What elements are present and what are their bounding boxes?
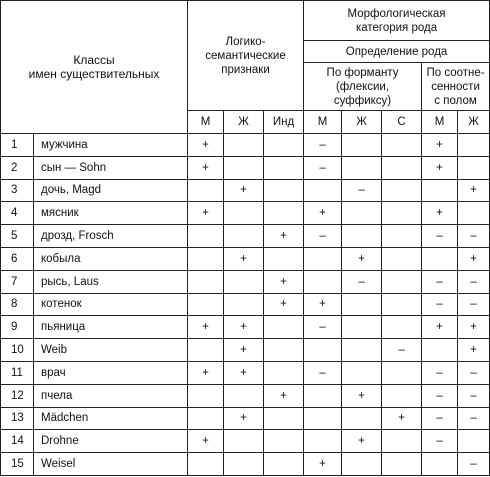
feature-mark: + — [264, 384, 304, 407]
table-row — [1, 361, 490, 384]
table-row — [1, 179, 490, 202]
header-noun-classes-label: Классы имен существительных — [28, 53, 160, 81]
feature-mark: – — [382, 339, 422, 362]
feature-mark: – — [422, 361, 458, 384]
feature-mark: + — [224, 316, 264, 339]
feature-mark — [342, 316, 382, 339]
feature-mark — [188, 293, 224, 316]
row-number: 9 — [1, 316, 34, 339]
feature-mark: – — [304, 361, 342, 384]
header-by-formant — [304, 63, 422, 111]
feature-mark: + — [224, 361, 264, 384]
feature-mark — [382, 453, 422, 476]
noun-word: рысь, Laus — [34, 270, 188, 293]
feature-mark — [188, 384, 224, 407]
feature-mark — [264, 156, 304, 179]
feature-mark: – — [422, 225, 458, 248]
feature-mark — [422, 453, 458, 476]
header-gender-definition — [304, 41, 490, 63]
feature-mark — [382, 430, 422, 453]
feature-mark — [342, 134, 382, 157]
feature-mark — [304, 384, 342, 407]
feature-mark — [224, 453, 264, 476]
feature-mark — [188, 225, 224, 248]
feature-mark — [382, 247, 422, 270]
feature-mark — [304, 430, 342, 453]
subheader-logico-ind: Инд — [264, 111, 304, 134]
feature-mark: + — [304, 202, 342, 225]
feature-mark: + — [224, 339, 264, 362]
row-number: 14 — [1, 430, 34, 453]
row-number: 8 — [1, 293, 34, 316]
feature-mark — [188, 179, 224, 202]
feature-mark: – — [458, 384, 490, 407]
feature-mark: – — [422, 270, 458, 293]
noun-word: сын — Sohn — [34, 156, 188, 179]
feature-mark: + — [188, 156, 224, 179]
feature-mark — [382, 134, 422, 157]
row-number: 6 — [1, 247, 34, 270]
row-number: 15 — [1, 453, 34, 476]
feature-mark — [224, 225, 264, 248]
table-row — [1, 407, 490, 430]
feature-mark: – — [342, 179, 382, 202]
feature-mark: + — [458, 316, 490, 339]
subheader-logico-m: М — [188, 111, 224, 134]
header-morphological-gender-label: Морфологическая категория рода — [347, 7, 446, 34]
feature-mark — [342, 156, 382, 179]
feature-mark — [304, 247, 342, 270]
feature-mark — [342, 293, 382, 316]
feature-mark: + — [458, 247, 490, 270]
feature-mark: + — [188, 134, 224, 157]
feature-mark — [342, 407, 382, 430]
feature-mark: + — [188, 430, 224, 453]
table-row — [1, 247, 490, 270]
feature-mark: + — [224, 179, 264, 202]
table-row — [1, 270, 490, 293]
feature-mark: + — [224, 247, 264, 270]
feature-mark — [188, 339, 224, 362]
feature-mark — [224, 430, 264, 453]
feature-mark — [342, 453, 382, 476]
noun-word: Drohne — [34, 430, 188, 453]
subheader-logico-zh: Ж — [224, 111, 264, 134]
row-number: 7 — [1, 270, 34, 293]
feature-mark: + — [422, 202, 458, 225]
feature-mark: + — [342, 247, 382, 270]
noun-word: Weisel — [34, 453, 188, 476]
feature-mark: + — [264, 225, 304, 248]
feature-mark — [224, 293, 264, 316]
row-number: 12 — [1, 384, 34, 407]
feature-mark — [304, 179, 342, 202]
header-by-sex-label: По соотне- сенности с полом — [426, 66, 485, 107]
feature-mark — [224, 156, 264, 179]
row-number: 1 — [1, 134, 34, 157]
feature-mark — [422, 179, 458, 202]
table-row — [1, 339, 490, 362]
feature-mark — [382, 202, 422, 225]
table-row — [1, 156, 490, 179]
feature-mark: – — [458, 225, 490, 248]
table-row — [1, 293, 490, 316]
feature-mark: – — [422, 384, 458, 407]
feature-mark: – — [342, 270, 382, 293]
row-number: 4 — [1, 202, 34, 225]
feature-mark: – — [458, 270, 490, 293]
noun-word: Mädchen — [34, 407, 188, 430]
feature-mark — [342, 339, 382, 362]
feature-mark — [382, 361, 422, 384]
subheader-formant-m: М — [304, 111, 342, 134]
row-number: 11 — [1, 361, 34, 384]
feature-mark — [264, 316, 304, 339]
feature-mark: – — [458, 293, 490, 316]
noun-word: Weib — [34, 339, 188, 362]
feature-mark — [264, 361, 304, 384]
feature-mark: – — [304, 134, 342, 157]
feature-mark — [264, 453, 304, 476]
feature-mark — [382, 384, 422, 407]
feature-mark — [422, 247, 458, 270]
feature-mark: – — [304, 156, 342, 179]
feature-mark — [264, 407, 304, 430]
table-row — [1, 225, 490, 248]
feature-mark — [224, 384, 264, 407]
feature-mark — [382, 270, 422, 293]
row-number: 13 — [1, 407, 34, 430]
feature-mark: + — [422, 156, 458, 179]
subheader-formant-s: С — [382, 111, 422, 134]
feature-mark: + — [304, 453, 342, 476]
feature-mark: + — [188, 202, 224, 225]
header-noun-classes — [1, 1, 188, 134]
feature-mark: – — [304, 225, 342, 248]
feature-mark: + — [224, 407, 264, 430]
feature-mark: + — [264, 270, 304, 293]
feature-mark: – — [422, 293, 458, 316]
table-row — [1, 453, 490, 476]
feature-mark — [458, 430, 490, 453]
feature-mark: + — [458, 179, 490, 202]
feature-mark — [382, 156, 422, 179]
table-row — [1, 134, 490, 157]
feature-mark — [382, 179, 422, 202]
feature-mark — [264, 202, 304, 225]
noun-word: дрозд, Frosch — [34, 225, 188, 248]
feature-mark — [224, 134, 264, 157]
feature-mark — [342, 225, 382, 248]
table-row — [1, 430, 490, 453]
feature-mark: + — [342, 384, 382, 407]
feature-mark — [382, 225, 422, 248]
feature-mark: – — [458, 361, 490, 384]
table-row — [1, 316, 490, 339]
feature-mark: – — [304, 316, 342, 339]
feature-mark: – — [422, 407, 458, 430]
feature-mark — [458, 156, 490, 179]
header-logico-semantic — [188, 1, 304, 111]
feature-mark — [304, 270, 342, 293]
feature-mark — [264, 179, 304, 202]
feature-mark: – — [422, 430, 458, 453]
feature-mark: + — [422, 134, 458, 157]
feature-mark — [224, 270, 264, 293]
feature-mark — [188, 247, 224, 270]
feature-mark: + — [188, 316, 224, 339]
feature-mark: + — [342, 430, 382, 453]
feature-mark — [264, 134, 304, 157]
feature-mark: + — [382, 407, 422, 430]
feature-mark: + — [264, 293, 304, 316]
row-number: 5 — [1, 225, 34, 248]
noun-word: врач — [34, 361, 188, 384]
feature-mark — [264, 339, 304, 362]
header-by-formant-label: По форманту (флексии, суффиксу) — [326, 66, 399, 107]
feature-mark: + — [188, 361, 224, 384]
row-number: 3 — [1, 179, 34, 202]
feature-mark — [188, 453, 224, 476]
feature-mark: – — [458, 407, 490, 430]
noun-word: мужчина — [34, 134, 188, 157]
table-row — [1, 384, 490, 407]
feature-mark: + — [304, 293, 342, 316]
feature-mark — [422, 339, 458, 362]
feature-mark — [264, 247, 304, 270]
noun-word: кобыла — [34, 247, 188, 270]
table-body — [1, 134, 490, 476]
table-row — [1, 202, 490, 225]
header-morphological-gender — [304, 1, 490, 41]
header-gender-definition-label: Определение рода — [345, 45, 448, 58]
noun-word: котенок — [34, 293, 188, 316]
feature-mark — [458, 202, 490, 225]
noun-word: дочь, Magd — [34, 179, 188, 202]
noun-word: пьяница — [34, 316, 188, 339]
subheader-formant-zh: Ж — [342, 111, 382, 134]
feature-mark — [342, 361, 382, 384]
subheader-sex-zh: Ж — [458, 111, 490, 134]
feature-mark — [304, 339, 342, 362]
feature-mark: + — [422, 316, 458, 339]
row-number: 10 — [1, 339, 34, 362]
row-number: 2 — [1, 156, 34, 179]
feature-mark — [304, 407, 342, 430]
subheader-sex-m: М — [422, 111, 458, 134]
feature-mark — [382, 293, 422, 316]
feature-mark — [342, 202, 382, 225]
feature-mark — [188, 407, 224, 430]
feature-mark — [264, 430, 304, 453]
feature-mark: + — [458, 339, 490, 362]
feature-mark — [458, 134, 490, 157]
header-logico-semantic-label: Логико- семантические признаки — [205, 35, 286, 76]
feature-mark — [224, 202, 264, 225]
noun-word: мясник — [34, 202, 188, 225]
noun-word: пчела — [34, 384, 188, 407]
feature-mark — [188, 270, 224, 293]
header-by-sex — [422, 63, 490, 111]
feature-mark: – — [458, 453, 490, 476]
feature-mark — [382, 316, 422, 339]
